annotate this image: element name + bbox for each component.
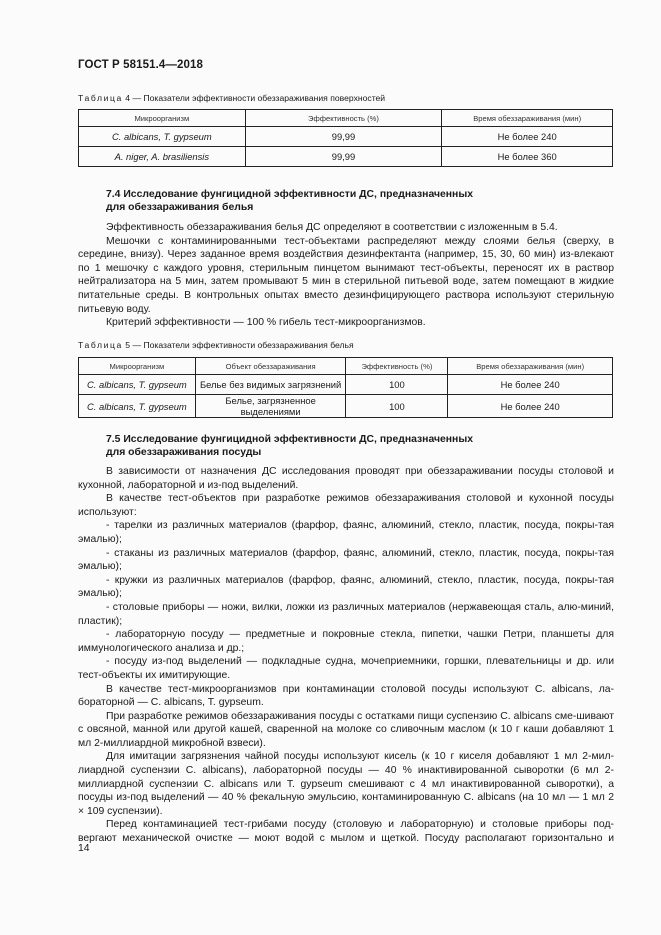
table4-cell-efficiency: 99,99 xyxy=(245,127,442,147)
section-74-body xyxy=(78,221,614,330)
list-item: - кружки из различных материалов (фарфор, фаянс, алюминий, стекло, пластик, посуда, покры-тая эмалью); xyxy=(78,574,614,600)
section-74-heading: 7.4 Исследование фунгицидной эффективности ДС, предназначенных для обеззараживания белья xyxy=(106,189,473,213)
paragraph: В качестве тест-объектов при разработке режимов обеззараживания столовой и кухонной посуды используют: xyxy=(78,493,614,518)
table5-header-row xyxy=(79,358,613,375)
section-75-body xyxy=(78,465,614,846)
table4-cell-efficiency: 99,99 xyxy=(245,147,442,167)
list-item: - тарелки из различных материалов (фарфор, фаянс, алюминий, стекло, пластик, посуда, покры-тая эмалью); xyxy=(78,520,614,545)
table5-cell-time: Не более 240 xyxy=(448,375,613,395)
paragraph: Перед контаминацией тест-грибами посуду (столовую и лабораторную) и столовые приборы под-вергают механической очистке — моют водой с мылом и щеткой. Посуду располагают горизонтально и xyxy=(78,819,614,845)
table4-col-time: Время обеззараживания (мин) xyxy=(442,110,613,127)
paragraph: В зависимости от назначения ДС исследования проводят при обеззараживании посуды столовой и кухонной, лабораторной и из-под выделений. xyxy=(78,466,614,491)
section-75-heading: 7.5 Исследование фунгицидной эффективности ДС, предназначенных для обеззараживания посуды xyxy=(106,434,473,458)
table5-col-efficiency: Эффективность (%) xyxy=(346,358,448,375)
table5-cell-object: Белье без видимых загрязнений xyxy=(195,375,346,395)
paragraph: Для имитации загрязнения чайной посуды используют кисель (к 10 г киселя добавляют 1 мл 2-мил-лиардной суспензии C. albicans), лабораторной посуды — 40 % инактивированной сыворотки (6 мл 2-миллиардной суспензии C. albicans или T. gypseum смешивают с 4 мл инактивированной сыворотки), а посуды из-под выделений — 40 % фекальную эмульсию, контаминированную C. albicans (на 10 мл — 1 мл 2 × 109 суспензии). xyxy=(78,751,614,817)
table5-cell-microorganism: C. albicans, T. gypseum xyxy=(79,395,196,418)
paragraph: Эффективность обеззараживания белья ДС определяют в соответствии с изложенным в 5.4. xyxy=(106,222,558,233)
table5-cell-efficiency: 100 xyxy=(346,375,448,395)
table-row xyxy=(79,395,613,418)
list-item: - посуду из-под выделений — подкладные судна, мочеприемники, горшки, плевательницы и др. или тест-объекты их имитирующие. xyxy=(78,656,614,681)
table-row xyxy=(79,147,613,167)
table5-caption xyxy=(78,340,354,350)
table4-cell-time: Не более 240 xyxy=(442,127,613,147)
table4-cell-microorganism: C. albicans, T. gypseum xyxy=(79,127,246,147)
document-header: ГОСТ Р 58151.4—2018 xyxy=(78,59,203,71)
table5-col-time: Время обеззараживания (мин) xyxy=(448,358,613,375)
table4-col-microorganism: Микроорганизм xyxy=(79,110,246,127)
table4-caption-text: 4 — Показатели эффективности обеззараживания поверхностей xyxy=(122,93,386,103)
table5-cell-object: Белье, загрязненное выделениями xyxy=(195,395,346,418)
table4-caption-word: Таблица xyxy=(78,93,123,103)
table5-caption-text: 5 — Показатели эффективности обеззараживания белья xyxy=(122,340,354,350)
paragraph: Мешочки с контаминированными тест-объектами распределяют между слоями белья (сверху, в середине, внизу). Через заданное время воздействия дезинфектанта (например, 15, 30, 60 мин) из-влекают по 1 мешочку с каждого уровня, стерильным пинцетом вынимают тест-объекты, переносят их в раствор нейтрализатора на 5 мин, затем промывают 5 мин в стерильной питьевой воде, затем помещают в жидкие питательные среды. В контрольных опытах вместо дезинфицирующего раствора используют стерильную питьевую воду. xyxy=(78,235,614,315)
table4-col-efficiency: Эффективность (%) xyxy=(245,110,442,127)
table5-cell-efficiency: 100 xyxy=(346,395,448,418)
paragraph: При разработке режимов обеззараживания посуды с остатками пищи суспензию C. albicans сме-шивают с овсяной, манной или другой кашей, сваренной на молоке со сливочным маслом (к 10 г каши добавляют 1 мл 2-миллиардной микробной взвеси). xyxy=(78,710,614,749)
page-number: 14 xyxy=(78,843,90,854)
table4-cell-time: Не более 360 xyxy=(442,147,613,167)
table5 xyxy=(78,357,613,418)
table5-col-microorganism: Микроорганизм xyxy=(79,358,196,375)
table-row xyxy=(79,375,613,395)
paragraph: В качестве тест-микроорганизмов при контаминации столовой посуды используют C. albicans, ла-бораторной — C. albicans, T. gypseum. xyxy=(78,683,614,709)
list-item: - лабораторную посуду — предметные и покровные стекла, пипетки, чашки Петри, планшеты для иммунологического анализа и др.; xyxy=(78,629,614,654)
table4-header-row xyxy=(79,110,613,127)
list-item: - стаканы из различных материалов (фарфор, фаянс, алюминий, стекло, пластик, посуда, покры-тая эмалью); xyxy=(78,547,614,573)
table5-cell-microorganism: C. albicans, T. gypseum xyxy=(79,375,196,395)
paragraph: Критерий эффективности — 100 % гибель тест-микроорганизмов. xyxy=(106,317,426,329)
table-row xyxy=(79,127,613,147)
list-item: - столовые приборы — ножи, вилки, ложки из различных материалов (нержавеющая сталь, алю-миний, пластик); xyxy=(78,601,614,627)
table4 xyxy=(78,109,613,167)
table5-cell-time: Не более 240 xyxy=(448,395,613,418)
table5-caption-word: Таблица xyxy=(78,340,123,350)
table5-col-object: Объект обеззараживания xyxy=(195,358,346,375)
table4-caption xyxy=(78,93,385,103)
table4-cell-microorganism: A. niger, A. brasiliensis xyxy=(79,147,246,167)
